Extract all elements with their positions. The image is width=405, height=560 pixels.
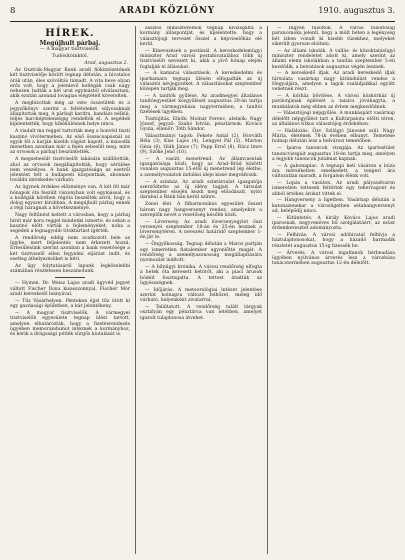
column-3-body xyxy=(272,26,395,266)
column-divider xyxy=(135,26,136,554)
paragraph: — Árverés. A városi ingatlanok bérbeadása ügyében nyilvános árverés lesz a városháza tanácstermében augusztus 12-én délelőtt. xyxy=(272,250,395,267)
paragraph: A rendőrség eddig nem avatkozott bele az ügybe, mert feljelentés nem érkezett hozzá. Értesülésünk szerint azonban a bank vezetősége a két tisztviselő ellen fegyelmi eljárást indít, és esetleg áthelyezésüket is kéri. xyxy=(10,235,130,263)
paragraph: Választmányi tagok: Fekete Antal (2), Horváth Béla (3), Kiss Lajos (4), Lengyel Pál (5), Márton Géza (6), Oláh János (7), Papp Ernő (8), Rácz Imre (9), Szőke Jenő (10). xyxy=(140,134,262,156)
paragraph: — A magyar tisztviselők. A vármegyei tisztviselők egyesülete tegnap ülést tartott, amelyen elhatározták, hogy a fizetésrendezés ügyében memorandumot intéznek a kormányhoz, és kérik a drágasági pótlék sürgős kiutalását is. xyxy=(10,310,130,338)
paragraph: Zenei élet. A filharmonikus egyesület ősszel három nagy hangversenyt rendez, amelyekre a szereplők nevét a vezetőség később közli. xyxy=(140,202,262,218)
paragraph: — Kitüntetés. A király Kovács Lajos aradi iparosnak, negyvenéves hű szolgálatáért, az ezüst érdemkeresztet adományozta. xyxy=(272,215,395,232)
masthead-rule xyxy=(10,21,395,22)
column-2-body xyxy=(140,26,262,321)
paragraph: zászlós miniszterelnök tegnap kivizsgálta a kormány álláspontját, és kijelentette, hogy a választójogi tervezet ősszel a képviselőház elé kerül. xyxy=(140,26,262,47)
paragraph: Nagy feltűnést keltett a városban, hogy a párbaj hírét már kora reggel mindenki ismerte, és sokan a kaszinó előtt várták a fejleményeket, noha a segédek a legnagyobb titoktartást ígérték. xyxy=(10,213,130,235)
article-source: Tudósítóinktól. xyxy=(51,54,89,60)
paragraph: — Hangverseny a ligetben. Vasárnap délután a katonazenekar a városligetben sétahangversenyt ad, belépődíj nincs. xyxy=(272,198,395,214)
paragraph: — Ingyen tűzoltók. A városi tűzoltóság parancsnoka jelenti, hogy a múlt héten a legénység két ízben vonult ki kisebb tüzekhez, melyeket sikerült gyorsan eloltani. xyxy=(272,26,395,47)
section-title: HÍREK. xyxy=(45,28,95,39)
paragraph: — Az állami iskolák. A vallás- és közoktatásügyi miniszter rendeletet adott ki, amely szerint az állami elemi iskolákban a tanítás szeptember 5-én kezdődik, a beiratások augusztus végén lesznek. xyxy=(272,48,395,70)
paragraph: — A gabonapiac. A tegnapi heti vásáron a búza ára mérsékelten emelkedett, a tengeri ára változatlan maradt, a forgalom élénk volt. xyxy=(272,163,395,180)
paper-title: ARADI KÖZLÖNY xyxy=(118,6,215,16)
masthead xyxy=(10,6,395,20)
column-1 xyxy=(10,26,130,554)
notices-body xyxy=(10,281,130,337)
paragraph: A megbízottak még az este összeültek és a jegyzőkönyv szerint a feltételeket súlyosaknak állapították meg. A párbajt kardra, bandázs nélkül, teljes harcképtelenségig rendelték el. A segédek kijelentették, hogy kibékülésnek helye nincs. xyxy=(10,101,130,128)
paragraph: A viadalt ma reggel tartották meg a honvéd tiszti kaszinó vívótermében. Az első összecsapásnál az egyik fél a karján kisebb vágást kapott, a második menetben azonban már a fején sebesült meg, mire az orvosok a párbajt beszüntették. xyxy=(10,129,130,156)
paragraph: Az Osztrák-Magyar Bank aradi fiókintézetének két tisztviselője között tegnap délután, a hivatalos órák után, éles szóváltás támadt. A vita heve olyan erős volt, hogy a jelenlevő kollégák csak nagy nehezen tudták a két urat egymástól elválasztani, akik ezután azonnal lovagias elégtételt követeltek. xyxy=(10,67,130,100)
column-2 xyxy=(140,26,262,554)
paragraph: A megsebesült tisztviselőt lakására szállították, ahol az orvosok megállapították, hogy sérülése nem veszélyes. A bank igazgatósága az esetről jelentést tett a budapesti központnak, ahonnan további intézkedés várható. xyxy=(10,157,130,184)
issue-date: 1910. augusztus 3. xyxy=(318,6,395,15)
paragraph: — Öngyilkosság. Tegnap délután a Maros partján egy ismeretlen fiatalember agyonlőtte magát. A rendőrség a személyazonosság megállapítására nyomozást indított. xyxy=(140,242,262,264)
paragraph: — Felhívás. A városi adóhivatal felhívja a háztulajdonosokat, hogy a házadó harmadik részletét augusztus 15-ig fizessék be. xyxy=(272,233,395,249)
paragraph: — A bűnügyi krónika. A városi rendőrség elfogta a hetek óta keresett betörőt, aki a piaci árusok bódéit fosztogatta. A tettest átadták az ügyészségnek. xyxy=(140,264,262,286)
paragraph: Az ügynek érdekes előzménye van. A két fél már hónapok óta feszült viszonyban volt egymással, és a kollégák körében régóta beszéltek arról, hogy a dolog egyszer kirobban. A megújhult párbaj ennek a régi haragnak a következménye. xyxy=(10,185,130,212)
paragraph: — A tanítók gyűlése. Az aradmegyei általános tanítóegyesület közgyűlését augusztus 20-án tartja meg a vármegyeháza nagytermében, a tanítói fizetések ügyében. xyxy=(140,94,262,115)
paragraph: — A szinház. Az aradi színtársulat igazgatója szerződtette az új idény tagjait. A társulat szeptember elsején kezdi meg előadásait, nyitó darabul a Bánk bán kerül színre. xyxy=(140,179,262,201)
paragraph: — Találtatott. A rendőrség talált tárgyak osztályán egy pénztárca van letétben, amelyet igazolt tulajdonosa átvehet. xyxy=(140,305,262,321)
column-divider xyxy=(267,26,268,554)
paragraph: — Lóverseny. Az aradi lóversenyegylet őszi versenyei szeptember 18-án és 25-én lesznek a lóversenytéren. A nevezési határidő szeptember 1-én jár le. xyxy=(140,219,262,241)
article-body xyxy=(10,68,130,274)
article-lead: — A magyar tisztviselők. xyxy=(40,47,100,52)
paragraph: — A kamarai választások. A kereskedelmi és iparkamara tegnapi ülésén elfogadták az új választói névjegyzéket. A választásokat szeptember közepén tartják meg. xyxy=(140,71,262,93)
column-3 xyxy=(272,26,395,554)
article-separator xyxy=(55,277,85,278)
paragraph: — Iparos tanoncok vizsgája. Az ipartestület tanoncvizsgáit augusztus 10-én tartja meg, amelyen a legjobb tanoncok jutalmat kapnak. xyxy=(272,146,395,162)
paragraph: Az ügy folytatásáról lapunk legközelebbi számában részletesen beszámolunk. xyxy=(10,263,130,275)
paragraph: — Tűz Vásárhelyen. Pénteken éjjel tűz ütött ki egy gazdasági épületben, a kár jelentékeny. xyxy=(10,298,130,310)
paragraph: — Lopás a vasúton. Az aradi pályaudvaron ismeretlen tettesek feltörtek egy tehervagont és abból értékes árukat vittek el. xyxy=(272,181,395,197)
paragraph: — Időjárás. A meteorológiai intézet jelentése szerint holnapra változó felhőzet, meleg idő várható, helyenként zivatarral. xyxy=(140,287,262,304)
paragraph: — Halálozás. Özv. Szilágyi Jánosné szül. Nagy Mária, életének 78-ik évében elhunyt. Temetése holnap délután lesz a belvárosi temetőben. xyxy=(272,128,395,145)
article-headline: Megújhult párbaj. xyxy=(39,40,101,47)
article-dateline: Arad, augusztus 2. xyxy=(84,61,128,67)
paragraph: — Választójogi népgyűlés. A munkáspárt vasárnap délelőtt népgyűlést tart a Kultúrpalota előtti téren, az általános titkos választójog érdekében. xyxy=(272,111,395,128)
paragraph: — A kereskedő ifjak. Az aradi kereskedő ifjak társulata vasárnap nagy kirándulást rendez a Hegyaljára, amelyen a tagok családjaikkal együtt vehetnek részt. xyxy=(272,71,395,93)
paragraph: — Hymen. Dr. Weisz Lajos aradi ügyvéd jegyet váltott Fischer Ilona kisasszonnyal, Fischer Mór aradi kereskedő leányával. xyxy=(10,281,130,298)
paragraph: — A vasúti menetrend. Az államvasutak igazgatósága közli, hogy az Arad–Brád közötti vonalon augusztus 15-étől új menetrend lép életbe, a személyvonatok indulási ideje kissé megváltozik. xyxy=(140,156,262,178)
page-number: 8 xyxy=(10,6,16,16)
paragraph: Tisztújítás. Elnök: Molnár Ferenc, alelnök: Nagy József, jegyző: Szabó István, pénztárnok: Kovács Gyula, ellenőr: Tóth Sándor. xyxy=(140,116,262,133)
paragraph: — A kórház bővítése. A városi közkórház új pavilonjának építését a tanács jóváhagyta, a munkálatok még ebben az évben megkezdődnek. xyxy=(272,94,395,110)
paragraph: — Kinevezések a postánál. A kereskedelemügyi miniszter Arad városi postahivatalához több új tisztviselőt nevezett ki, akik a jövő hónap elején foglalják el állásukat. xyxy=(140,48,262,70)
